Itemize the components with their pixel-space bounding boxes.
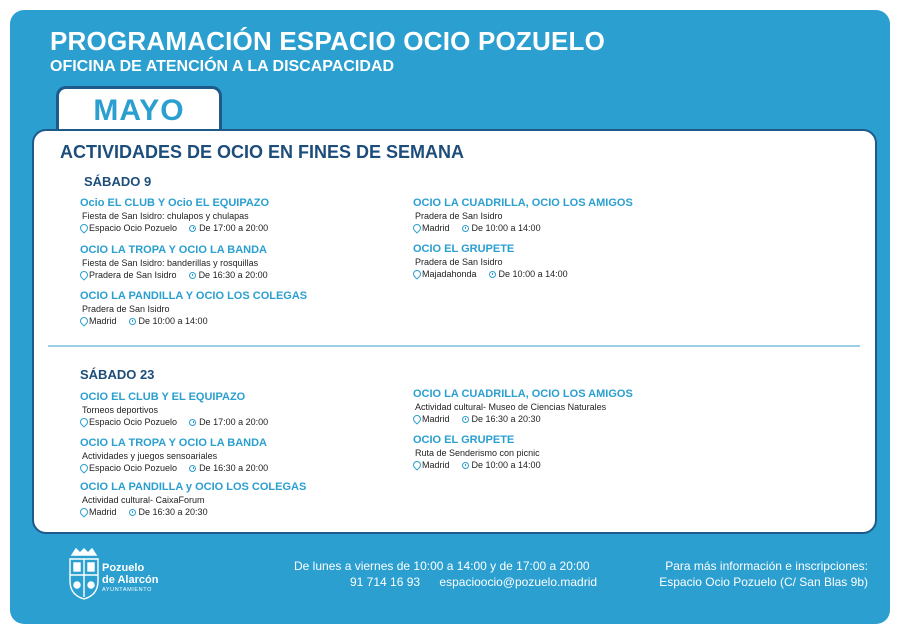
activity-d2-l2: [80, 480, 306, 518]
location-pin-icon: [413, 224, 419, 232]
activity-title: OCIO LA PANDILLA y OCIO LOS COLEGAS: [80, 481, 307, 493]
activity-place: Espacio Ocio Pozuelo: [89, 463, 178, 473]
activity-d2-r0: [413, 387, 633, 425]
activity-description: Actividades y juegos sensoariales: [82, 451, 218, 461]
activity-title: OCIO LA TROPA Y OCIO LA BANDA: [80, 437, 268, 449]
day-label-sabado-9: SÁBADO 9: [84, 174, 152, 189]
footer-info-heading: Para más información e inscripciones:: [665, 559, 868, 573]
activity-title: OCIO EL CLUB Y EL EQUIPAZO: [80, 391, 246, 403]
activity-description: Fiesta de San Isidro: banderillas y rosquillas: [82, 258, 259, 268]
activity-place: Madrid: [422, 460, 450, 470]
activity-d2-r1: [413, 433, 541, 471]
clock-icon: [129, 318, 136, 325]
activity-place: Espacio Ocio Pozuelo: [89, 417, 178, 427]
activity-place: Espacio Ocio Pozuelo: [89, 223, 178, 233]
clock-icon: [129, 509, 136, 516]
activity-description: Pradera de San Isidro: [415, 211, 503, 221]
activity-title: OCIO EL GRUPETE: [413, 243, 515, 255]
footer-info-address: Espacio Ocio Pozuelo (C/ San Blas 9b): [659, 575, 868, 589]
activity-title: OCIO LA PANDILLA Y OCIO LOS COLEGAS: [80, 290, 308, 302]
activity-description: Torneos deportivos: [82, 405, 159, 415]
activity-time: De 10:00 a 14:00: [471, 460, 541, 470]
activity-time: De 16:30 a 20:30: [471, 414, 541, 424]
activity-place: Madrid: [422, 414, 450, 424]
activity-time: De 10:00 a 14:00: [498, 269, 568, 279]
day-divider: [48, 345, 860, 347]
activity-meta: [80, 315, 307, 327]
page-subtitle: OFICINA DE ATENCIÓN A LA DISCAPACIDAD: [50, 58, 394, 75]
activity-d2-l0: [80, 390, 268, 428]
logo-name: Pozuelo: [102, 562, 145, 574]
logo-ayuntamiento: AYUNTAMIENTO: [102, 587, 152, 593]
activity-meta: [413, 459, 541, 471]
footer-email[interactable]: espacioocio@pozuelo.madrid: [439, 575, 598, 589]
clock-icon: [189, 419, 196, 426]
activity-place: Madrid: [89, 316, 117, 326]
location-pin-icon: [413, 270, 419, 278]
activity-d1-l2: [80, 289, 307, 327]
clock-icon: [489, 271, 496, 278]
activity-meta: [413, 268, 568, 280]
activity-meta: [80, 416, 268, 428]
activity-d1-l1: [80, 243, 268, 281]
activity-time: De 16:30 a 20:30: [138, 507, 208, 517]
footer-contact: [350, 575, 597, 589]
activity-time: De 10:00 a 14:00: [471, 223, 541, 233]
card-title: ACTIVIDADES DE OCIO EN FINES DE SEMANA: [60, 142, 465, 162]
footer-phone[interactable]: 91 714 16 93: [350, 575, 421, 589]
activity-time: De 16:30 a 20:00: [199, 463, 269, 473]
activity-description: Ruta de Senderismo con picnic: [415, 448, 540, 458]
logo-city: de Alarcón: [102, 574, 159, 586]
location-pin-icon: [80, 224, 86, 232]
activity-description: Fiesta de San Isidro: chulapos y chulapas: [82, 211, 249, 221]
clock-icon: [462, 416, 469, 423]
clock-icon: [189, 272, 196, 279]
activity-d1-r1: [413, 242, 568, 280]
clock-icon: [189, 465, 196, 472]
activity-place: Majadahonda: [422, 269, 477, 279]
activity-description: Actividad cultural- Museo de Ciencias Naturales: [415, 402, 607, 412]
activity-description: Pradera de San Isidro: [82, 304, 170, 314]
activity-d1-r0: [413, 196, 633, 234]
activity-place: Madrid: [422, 223, 450, 233]
activity-meta: [80, 222, 269, 234]
location-pin-icon: [80, 271, 86, 279]
activity-meta: [413, 222, 633, 234]
activity-title: Ocio EL CLUB Y Ocio EL EQUIPAZO: [80, 197, 270, 209]
activity-description: Pradera de San Isidro: [415, 257, 503, 267]
location-pin-icon: [80, 508, 86, 516]
activity-d1-l0: [80, 196, 269, 234]
location-pin-icon: [413, 461, 419, 469]
activity-meta: [80, 462, 268, 474]
activity-title: OCIO LA CUADRILLA, OCIO LOS AMIGOS: [413, 388, 633, 400]
location-pin-icon: [80, 418, 86, 426]
day-label-sabado-23: SÁBADO 23: [80, 367, 155, 382]
activity-time: De 17:00 a 20:00: [199, 417, 269, 427]
activity-title: OCIO EL GRUPETE: [413, 434, 515, 446]
location-pin-icon: [80, 464, 86, 472]
activity-place: Madrid: [89, 507, 117, 517]
clock-icon: [462, 225, 469, 232]
footer-hours: De lunes a viernes de 10:00 a 14:00 y de 17:00 a 20:00: [294, 559, 590, 573]
location-pin-icon: [413, 415, 419, 423]
activity-meta: [413, 413, 633, 425]
activity-title: OCIO LA CUADRILLA, OCIO LOS AMIGOS: [413, 197, 633, 209]
activity-meta: [80, 506, 306, 518]
page-title: PROGRAMACIÓN ESPACIO OCIO POZUELO: [50, 26, 606, 56]
activity-meta: [80, 269, 268, 281]
clock-icon: [462, 462, 469, 469]
location-pin-icon: [80, 317, 86, 325]
activity-title: OCIO LA TROPA Y OCIO LA BANDA: [80, 244, 268, 256]
month-label: MAYO: [93, 93, 185, 127]
activity-time: De 10:00 a 14:00: [138, 316, 208, 326]
clock-icon: [189, 225, 196, 232]
activity-place: Pradera de San Isidro: [89, 270, 177, 280]
activity-d2-l1: [80, 436, 268, 474]
month-tab: [56, 86, 222, 132]
activity-time: De 17:00 a 20:00: [199, 223, 269, 233]
activity-description: Actividad cultural- CaixaForum: [82, 495, 205, 505]
activity-time: De 16:30 a 20:00: [198, 270, 268, 280]
